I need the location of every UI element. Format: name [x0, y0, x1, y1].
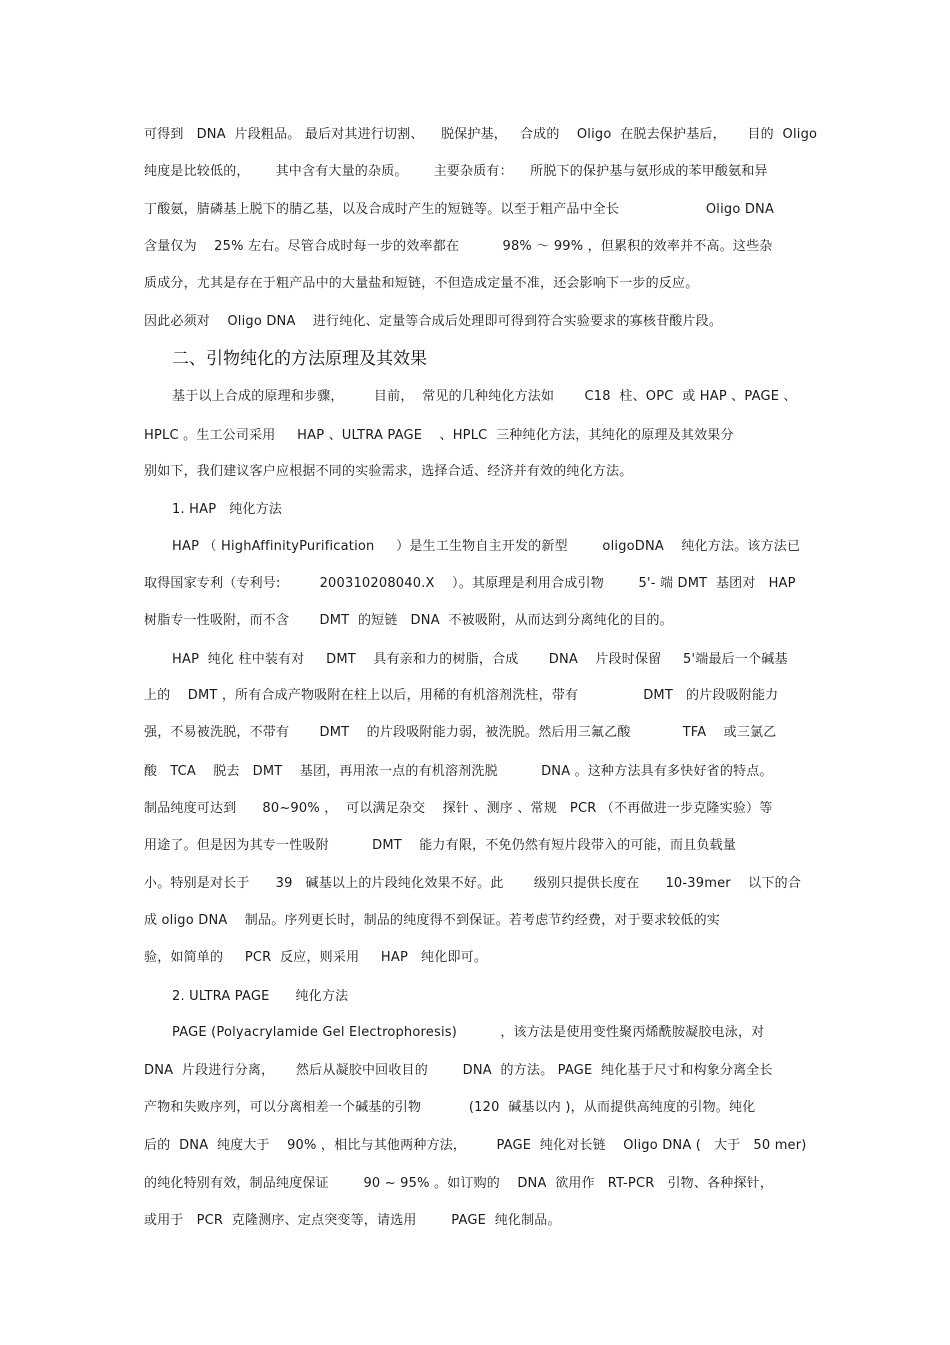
- paragraph-line: 强，不易被洗脱，不带有 DMT 的片段吸附能力弱，被洗脱。然后用三氟乙酸 TFA 或三氯乙: [144, 725, 777, 740]
- paragraph-line: DNA 片段进行分离， 然后从凝胶中回收目的 DNA 的方法。 PAGE 纯化基于尺寸和构象分离全长: [144, 1063, 773, 1078]
- paragraph-line: 丁酸氨，腈磷基上脱下的腈乙基，以及合成时产生的短链等。以至于粗产品中全长 Oligo DNA: [144, 202, 775, 217]
- subsection-heading: 2. ULTRA PAGE 纯化方法: [172, 989, 349, 1004]
- paragraph-line: 成 oligo DNA 制品。序列更长时，制品的纯度得不到保证。若考虑节约经费，对于要求较低的实: [144, 913, 721, 928]
- paragraph-line: 可得到 DNA 片段粗品。 最后对其进行切割、 脱保护基， 合成的 Oligo 在脱去保护基后， 目的 Oligo: [144, 127, 818, 142]
- paragraph-line: 含量仅为 25% 左右。尽管合成时每一步的效率都在 98% ～ 99% ，但累积的效率并不高。这些杂: [144, 239, 773, 254]
- paragraph-line: 基于以上合成的原理和步骤， 目前， 常见的几种纯化方法如 C18 柱、OPC 或 HAP 、PAGE 、: [172, 389, 797, 404]
- paragraph-line: 别如下，我们建议客户应根据不同的实验需求，选择合适、经济并有效的纯化方法。: [144, 464, 633, 479]
- paragraph-line: 或用于 PCR 克隆测序、定点突变等，请选用 PAGE 纯化制品。: [144, 1213, 561, 1228]
- paragraph-line: HAP 纯化 柱中装有对 DMT 具有亲和力的树脂，合成 DNA 片段时保留 5'端最后一个碱基: [172, 652, 788, 667]
- paragraph-line: 质成分，尤其是存在于粗产品中的大量盐和短链，不但造成定量不准，还会影响下一步的反应。: [144, 276, 699, 291]
- paragraph-line: 纯度是比较低的， 其中含有大量的杂质。 主要杂质有： 所脱下的保护基与氨形成的苯甲酸氨和异: [144, 164, 768, 179]
- paragraph-line: 的纯化特别有效，制品纯度保证 90 ~ 95% 。如订购的 DNA 欲用作 RT-PCR 引物、各种探针，: [144, 1176, 774, 1191]
- paragraph-line: 小。特别是对长于 39 碱基以上的片段纯化效果不好。此 级别只提供长度在 10-39mer 以下的合: [144, 876, 801, 891]
- section-heading: 二、引物纯化的方法原理及其效果: [172, 349, 427, 369]
- paragraph-line: 验，如简单的 PCR 反应，则采用 HAP 纯化即可。: [144, 950, 488, 965]
- paragraph-line: 因此必须对 Oligo DNA 进行纯化、定量等合成后处理即可得到符合实验要求的寡核苷酸片段。: [144, 314, 723, 329]
- paragraph-line: 树脂专一性吸附，而不含 DMT 的短链 DNA 不被吸附，从而达到分离纯化的目的。: [144, 613, 673, 628]
- paragraph-line: 产物和失败序列，可以分离相差一个碱基的引物 (120 碱基以内 )，从而提供高纯度的引物。纯化: [144, 1100, 756, 1115]
- subsection-heading: 1. HAP 纯化方法: [172, 502, 283, 517]
- paragraph-line: 酸 TCA 脱去 DMT 基团，再用浓一点的有机溶剂洗脱 DNA 。这种方法具有多快好省的特点。: [144, 764, 773, 779]
- paragraph-line: 制品纯度可达到 80~90% ， 可以满足杂交 探针 、测序 、常规 PCR （不再做进一步克隆实验）等: [144, 801, 773, 816]
- paragraph-line: 上的 DMT ，所有合成产物吸附在柱上以后，用稀的有机溶剂洗柱，带有 DMT 的片段吸附能力: [144, 688, 779, 703]
- paragraph-line: HAP （ HighAffinityPurification ）是生工生物自主开发的新型 oligoDNA 纯化方法。该方法已: [172, 539, 801, 554]
- paragraph-line: 后的 DNA 纯度大于 90% ，相比与其他两种方法， PAGE 纯化对长链 Oligo DNA ( 大于 50 mer): [144, 1138, 807, 1153]
- paragraph-line: PAGE (Polyacrylamide Gel Electrophoresis) ，该方法是使用变性聚丙烯酰胺凝胶电泳，对: [172, 1025, 765, 1040]
- paragraph-line: 用途了。但是因为其专一性吸附 DMT 能力有限，不免仍然有短片段带入的可能，而且负载量: [144, 838, 737, 853]
- paragraph-line: HPLC 。生工公司采用 HAP 、ULTRA PAGE 、HPLC 三种纯化方法，其纯化的原理及其效果分: [144, 428, 734, 443]
- paragraph-line: 取得国家专利（专利号: 200310208040.X ）。其原理是利用合成引物 5'- 端 DMT 基团对 HAP: [144, 576, 796, 591]
